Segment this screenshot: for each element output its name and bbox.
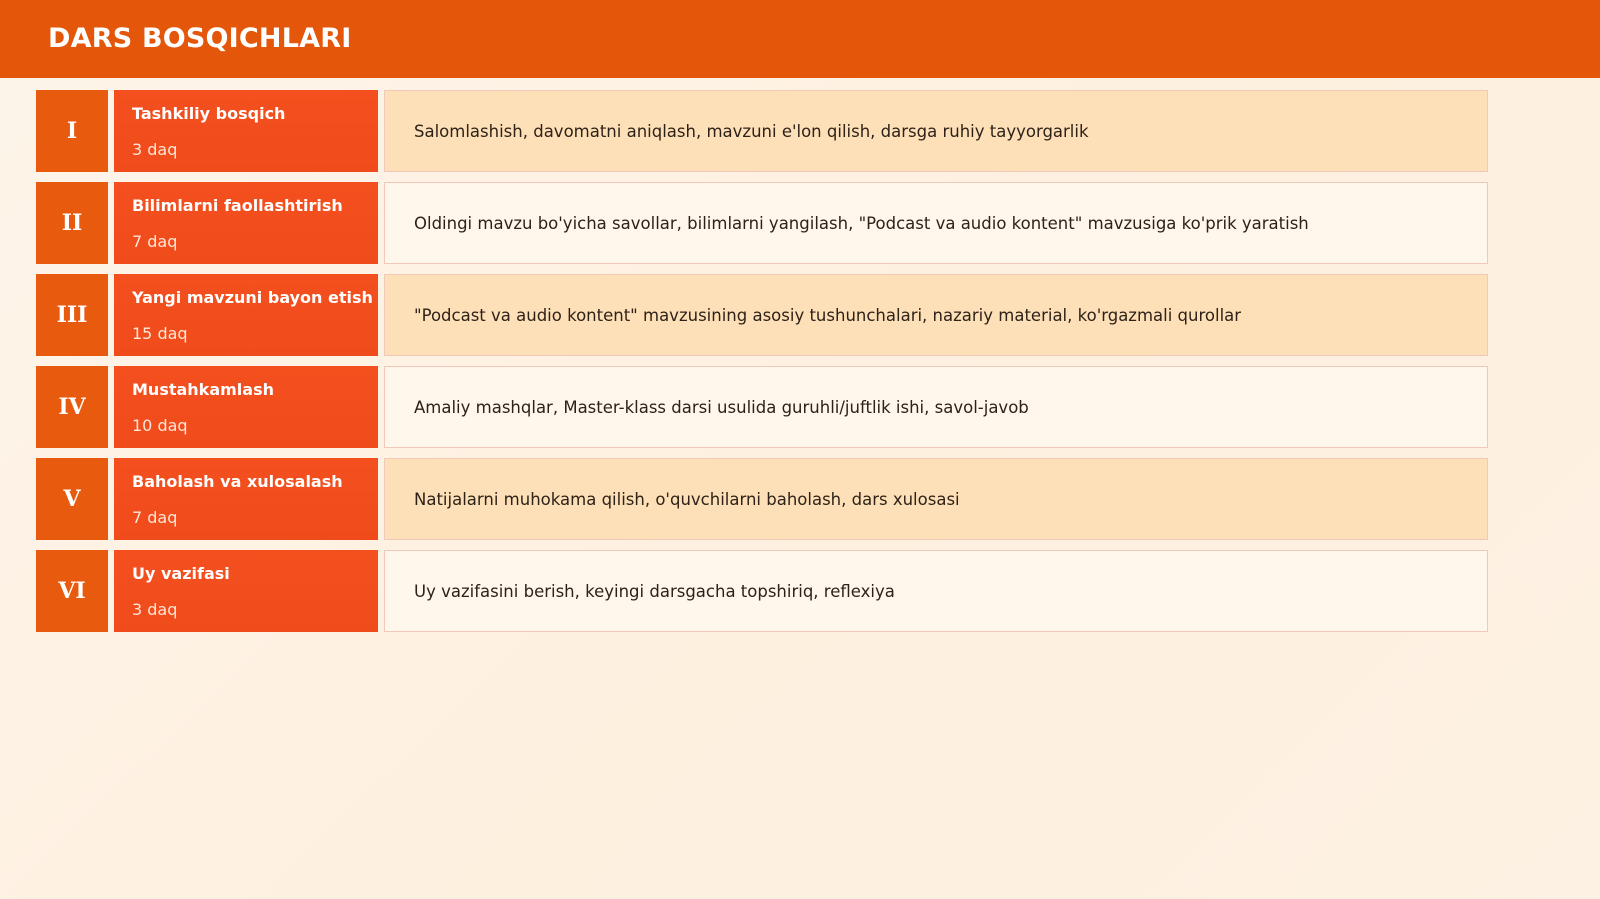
stage-numeral: VI [36,550,108,632]
page-title: DARS BOSQICHLARI [48,23,352,54]
stage-row [36,90,1488,172]
stage-row [36,366,1488,448]
stage-numeral: V [36,458,108,540]
header-bar [0,0,1600,78]
stage-card [114,366,378,448]
stage-name: Tashkiliy bosqich [132,104,286,123]
stage-description: Natijalarni muhokama qilish, o'quvchilarni baholash, dars xulosasi [384,458,1488,540]
stage-duration: 3 daq [132,140,178,159]
stage-row [36,182,1488,264]
stage-name: Baholash va xulosalash [132,472,343,491]
stage-row [36,274,1488,356]
stage-duration: 15 daq [132,324,188,343]
stage-name: Uy vazifasi [132,564,230,583]
stage-numeral: I [36,90,108,172]
stage-name: Yangi mavzuni bayon etish [132,288,373,307]
stage-name: Bilimlarni faollashtirish [132,196,343,215]
stage-card [114,550,378,632]
stage-numeral: IV [36,366,108,448]
stage-duration: 10 daq [132,416,188,435]
stage-row [36,550,1488,632]
stage-description: Amaliy mashqlar, Master-klass darsi usulida guruhli/juftlik ishi, savol-javob [384,366,1488,448]
stages-list [36,90,1488,642]
stage-numeral: II [36,182,108,264]
stage-description: Salomlashish, davomatni aniqlash, mavzuni e'lon qilish, darsga ruhiy tayyorgarlik [384,90,1488,172]
stage-description: "Podcast va audio kontent" mavzusining asosiy tushunchalari, nazariy material, ko'rgazmali qurollar [384,274,1488,356]
stage-duration: 3 daq [132,600,178,619]
stage-card [114,458,378,540]
stage-name: Mustahkamlash [132,380,274,399]
stage-card [114,274,378,356]
stage-duration: 7 daq [132,232,178,251]
stage-description: Oldingi mavzu bo'yicha savollar, bilimlarni yangilash, "Podcast va audio kontent" mavzusiga ko'prik yaratish [384,182,1488,264]
stage-row [36,458,1488,540]
stage-duration: 7 daq [132,508,178,527]
stage-card [114,182,378,264]
stage-description: Uy vazifasini berish, keyingi darsgacha topshiriq, reflexiya [384,550,1488,632]
stage-numeral: III [36,274,108,356]
stage-card [114,90,378,172]
